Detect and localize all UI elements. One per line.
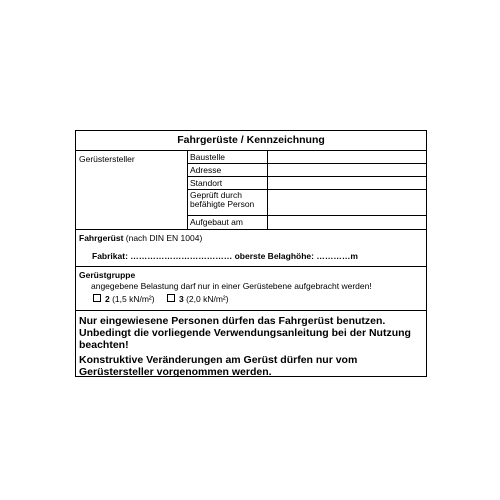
header-block [76, 151, 426, 230]
safety-notes [76, 311, 426, 378]
fields-table [188, 151, 426, 229]
field-label: Baustelle [188, 151, 268, 163]
group-option-load: (1,5 kN/m²) [109, 294, 155, 304]
field-label: Adresse [188, 164, 268, 176]
field-value-address[interactable] [268, 164, 426, 176]
make-and-height-line: Fabrikat: ……………………………… oberste Belaghöhe: …………m [92, 251, 358, 261]
checkbox-icon[interactable] [93, 294, 101, 302]
field-value-assembled-on[interactable] [268, 216, 426, 229]
scaffold-group-description: angegebene Belastung darf nur in einer Gerüstebene aufgebracht werden! [91, 281, 372, 291]
safety-note-usage: Nur eingewiesene Personen dürfen das Fahrgerüst benutzen. Unbedingt die vorliegende Verwendungsanleitung bei der Nutzung beachten! [79, 315, 411, 351]
field-row-assembled-on [188, 216, 426, 229]
field-label: Geprüft durch befähigte Person [188, 190, 268, 215]
group-option-3[interactable] [167, 294, 229, 304]
scaffold-type-label: Fahrgerüst [79, 233, 124, 243]
field-row-address [188, 164, 426, 177]
group-option-2[interactable] [93, 294, 155, 304]
scaffold-type-section [76, 230, 426, 267]
group-option-number: 2 [105, 294, 110, 304]
field-row-construction-site [188, 151, 426, 164]
checkbox-icon[interactable] [167, 294, 175, 302]
scaffolder-label: Gerüstersteller [76, 151, 188, 229]
card-title: Fahrgerüste / Kennzeichnung [76, 131, 426, 151]
group-option-load: (2,0 kN/m²) [183, 294, 229, 304]
field-row-location [188, 177, 426, 190]
field-value-construction-site[interactable] [268, 151, 426, 163]
field-row-inspected-by [188, 190, 426, 216]
scaffold-type-heading [79, 233, 426, 243]
safety-note-modifications: Konstruktive Veränderungen am Gerüst dürfen nur vom Gerüstersteller vorgenommen werden. [79, 354, 358, 378]
field-label: Aufgebaut am [188, 216, 268, 229]
scaffold-group-section [76, 267, 426, 311]
scaffold-label-card [75, 130, 427, 377]
scaffold-group-options [79, 294, 426, 304]
scaffold-group-label: Gerüstgruppe [79, 270, 136, 280]
field-value-location[interactable] [268, 177, 426, 189]
scaffold-type-norm: (nach DIN EN 1004) [123, 233, 203, 243]
field-label: Standort [188, 177, 268, 189]
group-option-number: 3 [178, 294, 184, 304]
field-value-inspected-by[interactable] [268, 190, 426, 215]
